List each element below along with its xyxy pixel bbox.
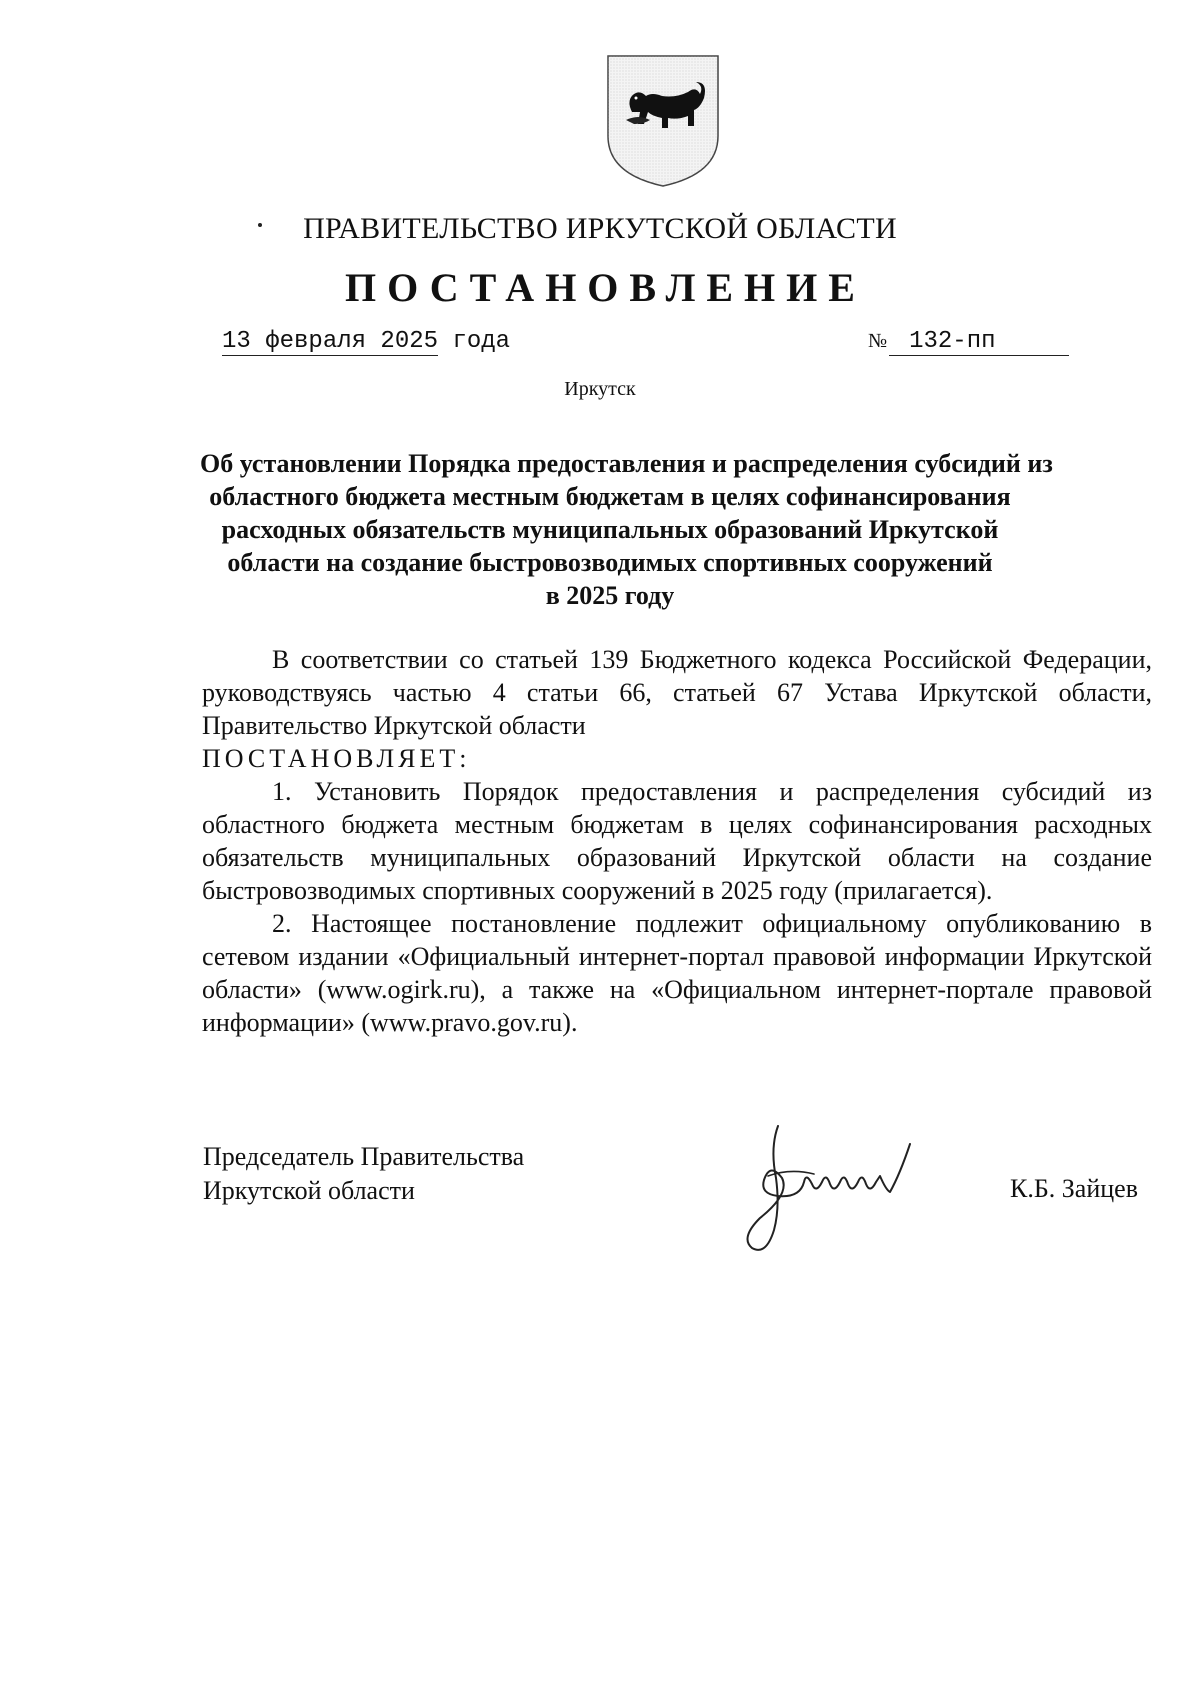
- decree-word: ПОСТАНОВЛЯЕТ:: [202, 744, 471, 773]
- signatory-position-line-2: Иркутской области: [203, 1176, 415, 1205]
- document-type: ПОСТАНОВЛЕНИЕ: [345, 265, 866, 310]
- number-sign: №: [868, 330, 888, 352]
- document-title: [200, 447, 1053, 612]
- title-line: расходных обязательств муниципальных образований Иркутской: [221, 515, 999, 544]
- title-line: области на создание быстровозводимых спортивных сооружений: [227, 548, 993, 577]
- government-name: ПРАВИТЕЛЬСТВО ИРКУТСКОЙ ОБЛАСТИ: [303, 212, 897, 245]
- handwritten-signature-icon: [730, 1118, 960, 1268]
- coat-of-arms-icon: [604, 52, 722, 190]
- document-date-value: 13 февраля 2025: [222, 328, 439, 355]
- item-1-paragraph: 1. Установить Порядок предоставления и распределения субсидий из областного бюджета местным бюджетам в целях софинансирования расходных обязательств муниципальных образований Иркутской области на создание быстровозводимых спортивных сооружений в 2025 году (прилагается).: [202, 777, 1152, 905]
- signatory-name: К.Б. Зайцев: [1010, 1174, 1138, 1203]
- signatory-position-line-1: Председатель Правительства: [203, 1142, 525, 1171]
- document-number: [868, 328, 1069, 356]
- title-line: в 2025 году: [545, 581, 675, 610]
- preamble-paragraph: В соответствии со статьей 139 Бюджетного кодекса Российской Федерации, руководствуясь частью 4 статьи 66, статьей 67 Устава Иркутской области, Правительство Иркутской области: [202, 645, 1152, 740]
- title-line: Об установлении Порядка предоставления и распределения субсидий из: [200, 449, 1053, 478]
- document-city: Иркутск: [564, 378, 636, 400]
- document-number-value: 132-пп: [889, 328, 1069, 356]
- document-date-suffix: года: [452, 328, 511, 355]
- item-2-paragraph: 2. Настоящее постановление подлежит официальному опубликованию в сетевом издании «Официальный интернет-портал правовой информации Иркутской области» (www.ogirk.ru), а также на «Официальном интернет-портале правовой информации» (www.pravo.gov.ru).: [202, 909, 1152, 1037]
- title-line: областного бюджета местным бюджетам в целях софинансирования: [209, 482, 1011, 511]
- signatory-position: [203, 1140, 524, 1208]
- document-date: [222, 328, 510, 355]
- document-body: [202, 643, 1152, 1039]
